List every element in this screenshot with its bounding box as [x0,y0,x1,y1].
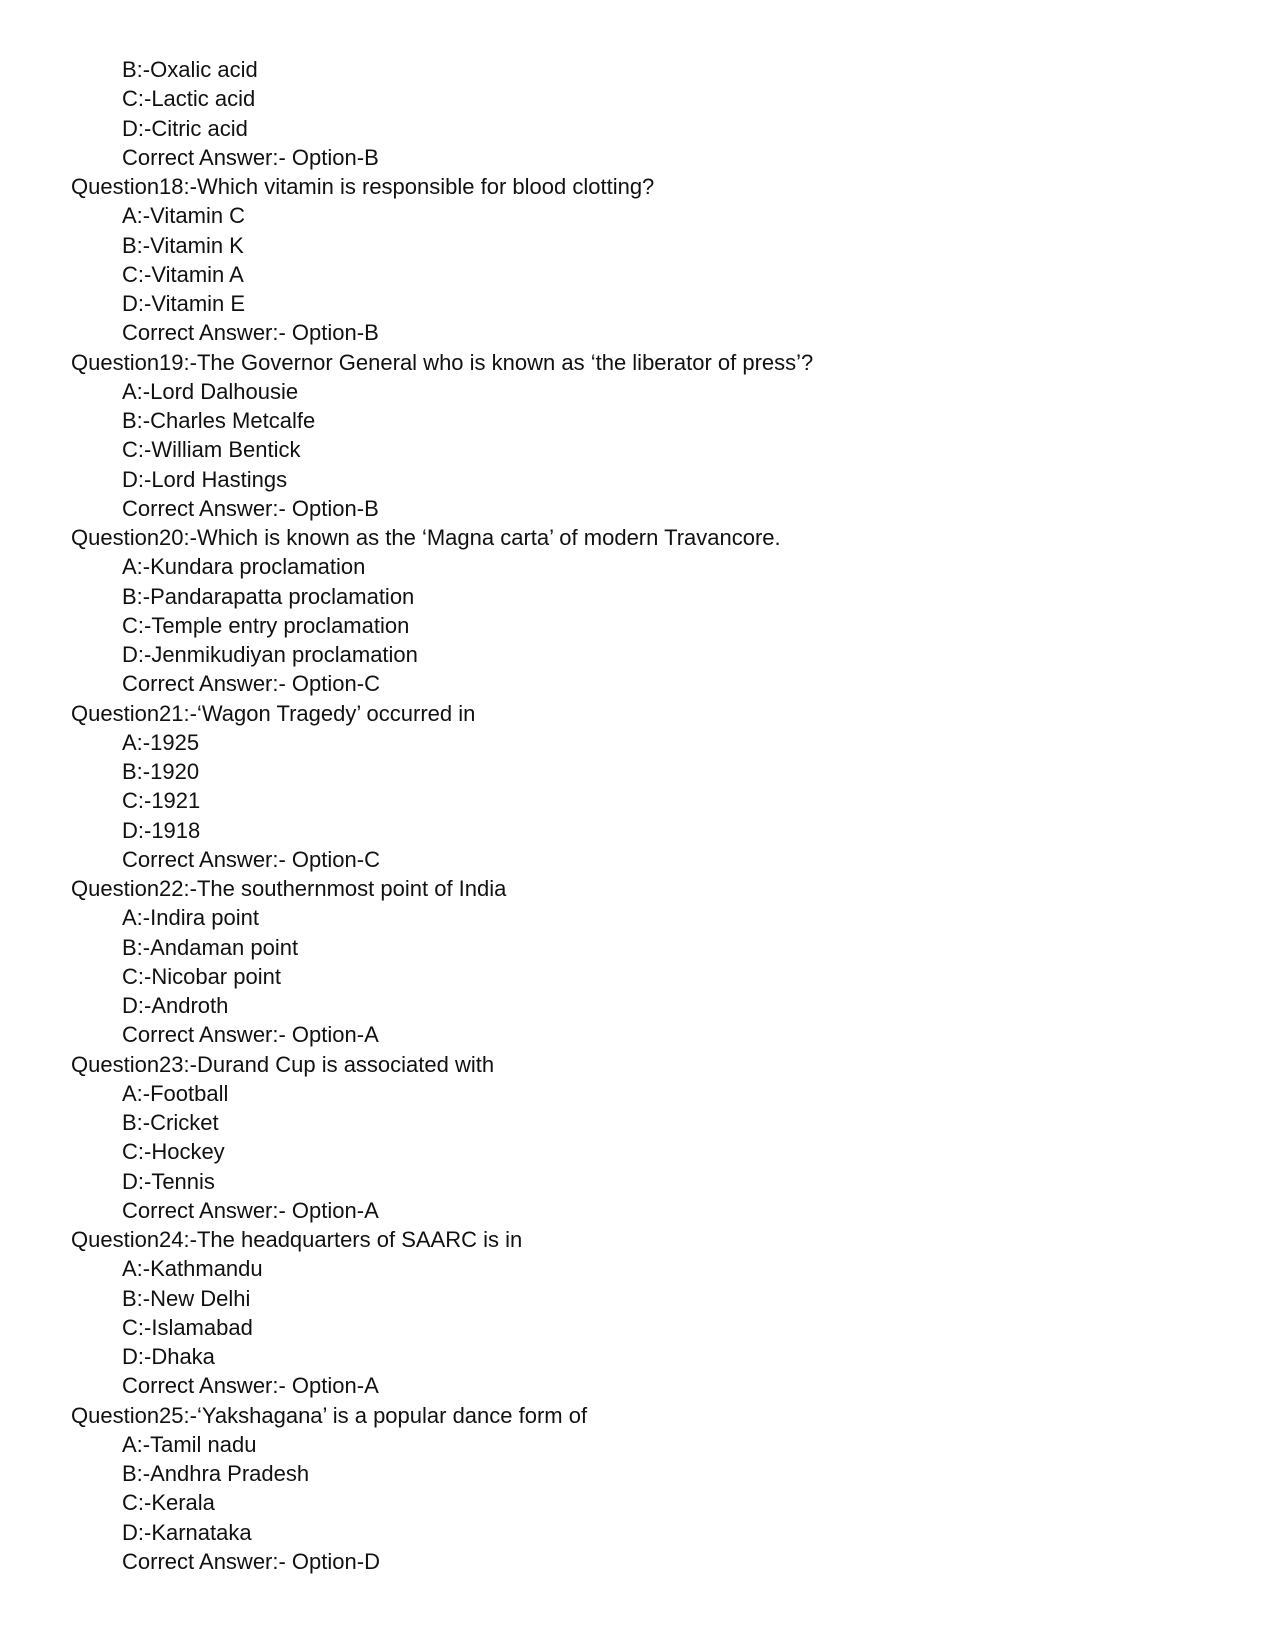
question-block-21 [0,699,1277,875]
option-b: B:-New Delhi [122,1285,251,1311]
option-d: D:-Karnataka [122,1519,252,1545]
correct-answer: Correct Answer:- Option-D [122,1548,380,1574]
correct-answer: Correct Answer:- Option-C [122,846,380,872]
question-block-24 [0,1225,1277,1401]
question-list [0,55,1277,1576]
option-b: B:-Oxalic acid [122,57,258,82]
question-text: Question25:-‘Yakshagana’ is a popular dance form of [71,1402,588,1428]
question-block-20 [0,523,1277,699]
option-b: B:-Cricket [122,1110,219,1135]
correct-answer: Correct Answer:- Option-A [122,1197,379,1223]
question-text: Question23:-Durand Cup is associated with [71,1051,495,1077]
question-text: Question19:-The Governor General who is known as ‘the liberator of press’? [71,349,814,375]
option-c: C:-Hockey [122,1139,225,1165]
option-c: C:-Kerala [122,1490,215,1516]
question-block-19 [0,348,1277,524]
option-d: D:-1918 [122,817,201,843]
option-b: B:-Andaman point [122,934,299,960]
correct-answer: Correct Answer:- Option-A [122,1022,379,1048]
option-a: A:-Kathmandu [122,1256,263,1282]
correct-answer: Correct Answer:- Option-A [122,1373,379,1399]
option-a: A:-Tamil nadu [122,1431,257,1457]
question-text: Question20:-Which is known as the ‘Magna carta’ of modern Travancore. [71,525,781,550]
option-d: D:-Androth [122,993,229,1018]
correct-answer: Correct Answer:- Option-C [122,671,380,697]
option-d: D:-Dhaka [122,1344,215,1369]
option-c: C:-Lactic acid [122,86,256,112]
option-a: A:-Lord Dalhousie [122,378,299,404]
option-c: C:-1921 [122,788,201,814]
question-block-23 [0,1050,1277,1226]
option-a: A:-Kundara proclamation [122,554,366,580]
option-b: B:-Pandarapatta proclamation [122,583,415,609]
question-text: Question18:-Which vitamin is responsible for blood clotting? [71,174,655,199]
question-block-17 [0,55,1277,172]
option-d: D:-Tennis [122,1168,215,1194]
question-block-25 [0,1401,1277,1577]
option-d: D:-Vitamin E [122,291,246,316]
question-text: Question22:-The southernmost point of India [71,876,507,901]
option-d: D:-Citric acid [122,115,248,141]
question-text: Question21:-‘Wagon Tragedy’ occurred in [71,700,476,726]
option-c: C:-Vitamin A [122,261,244,287]
question-block-18 [0,172,1277,348]
option-b: B:-Vitamin K [122,232,244,258]
option-d: D:-Jenmikudiyan proclamation [122,642,418,667]
correct-answer: Correct Answer:- Option-B [122,495,379,521]
option-a: A:-Vitamin C [122,203,246,229]
option-b: B:-1920 [122,759,200,784]
option-a: A:-Football [122,1080,229,1106]
option-b: B:-Andhra Pradesh [122,1461,310,1486]
option-a: A:-1925 [122,729,200,755]
option-c: C:-William Bentick [122,437,301,463]
question-block-22 [0,874,1277,1050]
option-b: B:-Charles Metcalfe [122,408,316,433]
option-d: D:-Lord Hastings [122,466,288,492]
correct-answer: Correct Answer:- Option-B [122,144,379,170]
option-c: C:-Islamabad [122,1314,253,1340]
correct-answer: Correct Answer:- Option-B [122,320,379,346]
option-c: C:-Nicobar point [122,963,281,989]
option-c: C:-Temple entry proclamation [122,612,410,638]
option-a: A:-Indira point [122,905,259,931]
question-text: Question24:-The headquarters of SAARC is in [71,1227,523,1252]
